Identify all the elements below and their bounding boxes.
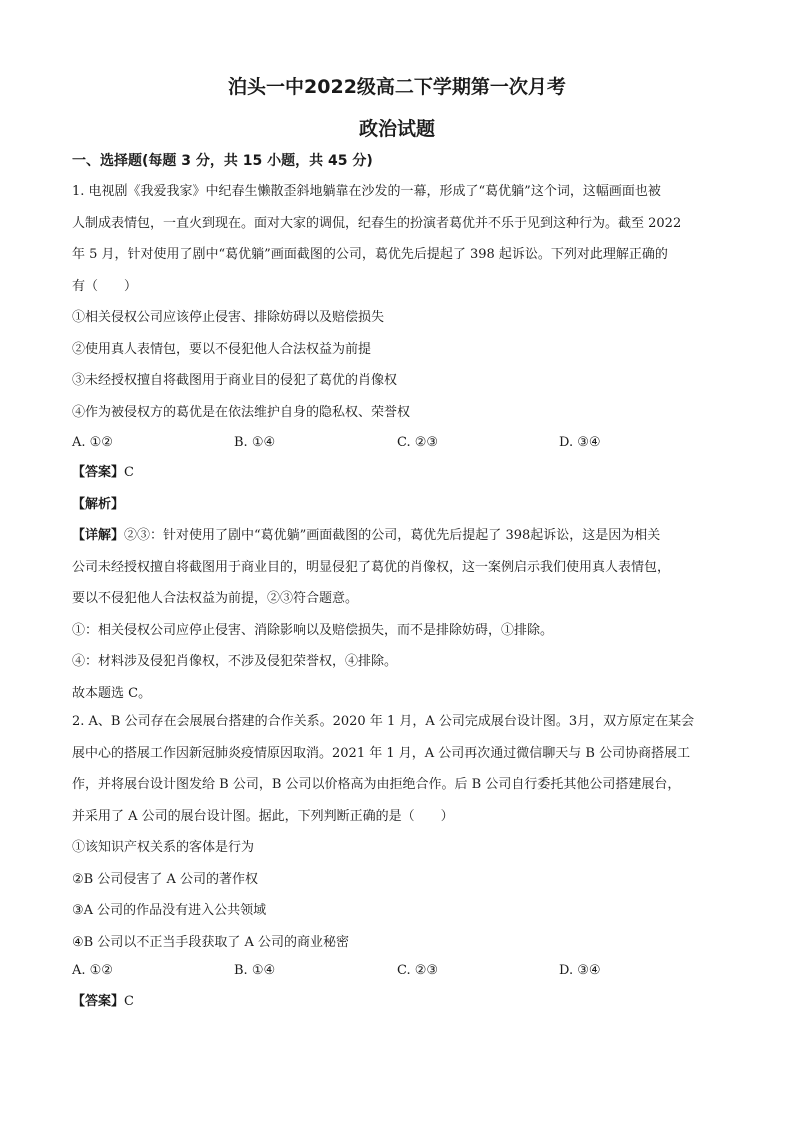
q1-item: ④作为被侵权方的葛优是在依法维护自身的隐私权、荣誉权	[72, 404, 411, 420]
answer-value: C	[124, 465, 134, 480]
q2-option-d: D. ③④	[559, 963, 601, 978]
q2-stem-line: 展中心的搭展工作因新冠肺炎疫情原因取消。2021 年 1 月，A 公司再次通过微信聊天与 B 公司协商搭展工	[72, 745, 691, 761]
q2-answer-block	[72, 986, 724, 1018]
answer-tag: 【答案】	[72, 465, 125, 480]
detail-text: ②③：针对使用了剧中“葛优躺”画面截图的公司，葛优先后提起了 398起诉讼，这是因为相关	[124, 528, 661, 543]
q2-options	[72, 956, 724, 986]
q2-stem-line: 并采用了 A 公司的展台设计图。据此，下列判断正确的是（ ）	[72, 808, 454, 824]
q2-answer	[72, 986, 724, 1018]
q1-option-a: A. ①②	[72, 435, 113, 450]
section-heading: 一、选择题(每题 3 分，共 15 小题，共 45 分)	[72, 153, 373, 169]
answer-tag: 【答案】	[72, 994, 125, 1009]
q1-detail-line: 故本题选 C。	[72, 685, 152, 701]
q2-item: ③A 公司的作品没有进入公共领域	[72, 903, 267, 918]
q1-option-d: D. ③④	[559, 435, 601, 450]
q1-item: ①相关侵权公司应该停止侵害、排除妨碍以及赔偿损失	[72, 310, 385, 325]
q1-option-c: C. ②③	[397, 435, 439, 450]
q2-option-b: B. ①④	[234, 963, 276, 978]
q1-item: ③未经授权擅自将截图用于商业目的侵犯了葛优的肖像权	[72, 373, 398, 388]
q2-stem-line: 2. A、B 公司存在会展展台搭建的合作关系。2020 年 1 月，A 公司完成展台设计图。3月，双方原定在某会	[72, 714, 695, 729]
q1-stem-line: 年 5 月，针对使用了剧中“葛优躺”画面截图的公司，葛优先后提起了 398 起诉讼。下列对此理解正确的	[72, 247, 668, 262]
q1-detail-line: 公司未经授权擅自将截图用于商业目的，明显侵犯了葛优的肖像权，这一案例启示我们使用真人表情包，	[72, 559, 671, 575]
q2-stem-line: 作，并将展台设计图发给 B 公司，B 公司以价格高为由拒绝合作。后 B 公司自行委托其他公司搭建展台，	[72, 777, 681, 792]
q2-item: ①该知识产权关系的客体是行为	[72, 840, 255, 855]
question-1	[72, 176, 724, 428]
q1-analysis-heading	[72, 489, 724, 521]
q2-item: ④B 公司以不正当手段获取了 A 公司的商业秘密	[72, 934, 349, 950]
question-2	[72, 706, 724, 958]
q1-option-b: B. ①④	[234, 435, 276, 450]
q1-answer-block	[72, 457, 724, 709]
q1-item: ②使用真人表情包，要以不侵犯他人合法权益为前提	[72, 341, 372, 357]
q1-options	[72, 428, 724, 458]
q1-detail-line: ④：材料涉及侵犯肖像权，不涉及侵犯荣誉权，④排除。	[72, 654, 398, 669]
analysis-tag: 【解析】	[72, 496, 125, 512]
q1-stem-line: 1. 电视剧《我爱我家》中纪春生懒散歪斜地躺靠在沙发的一幕，形成了“葛优躺”这个词，这幅画面也被	[72, 184, 661, 199]
q1-answer	[72, 457, 724, 489]
answer-value: C	[124, 994, 134, 1009]
exam-subject: 政治试题	[358, 118, 435, 140]
q1-stem-line: 人制成表情包，一直火到现在。面对大家的调侃，纪春生的扮演者葛优并不乐于见到这种行为。截至 2022	[72, 215, 682, 231]
q2-option-a: A. ①②	[72, 963, 113, 978]
detail-tag: 【详解】	[72, 528, 125, 543]
q1-detail-line: ①：相关侵权公司应停止侵害、消除影响以及赔偿损失，而不是排除妨碍，①排除。	[72, 622, 554, 638]
q1-detail-line: 要以不侵犯他人合法权益为前提，②③符合题意。	[72, 591, 359, 606]
exam-title: 泊头一中2022级高二下学期第一次月考	[228, 76, 566, 98]
q1-detail-line	[72, 520, 724, 552]
q2-option-c: C. ②③	[397, 963, 439, 978]
q2-item: ②B 公司侵害了 A 公司的著作权	[72, 871, 258, 887]
q1-stem-line: 有（ ）	[72, 278, 138, 294]
